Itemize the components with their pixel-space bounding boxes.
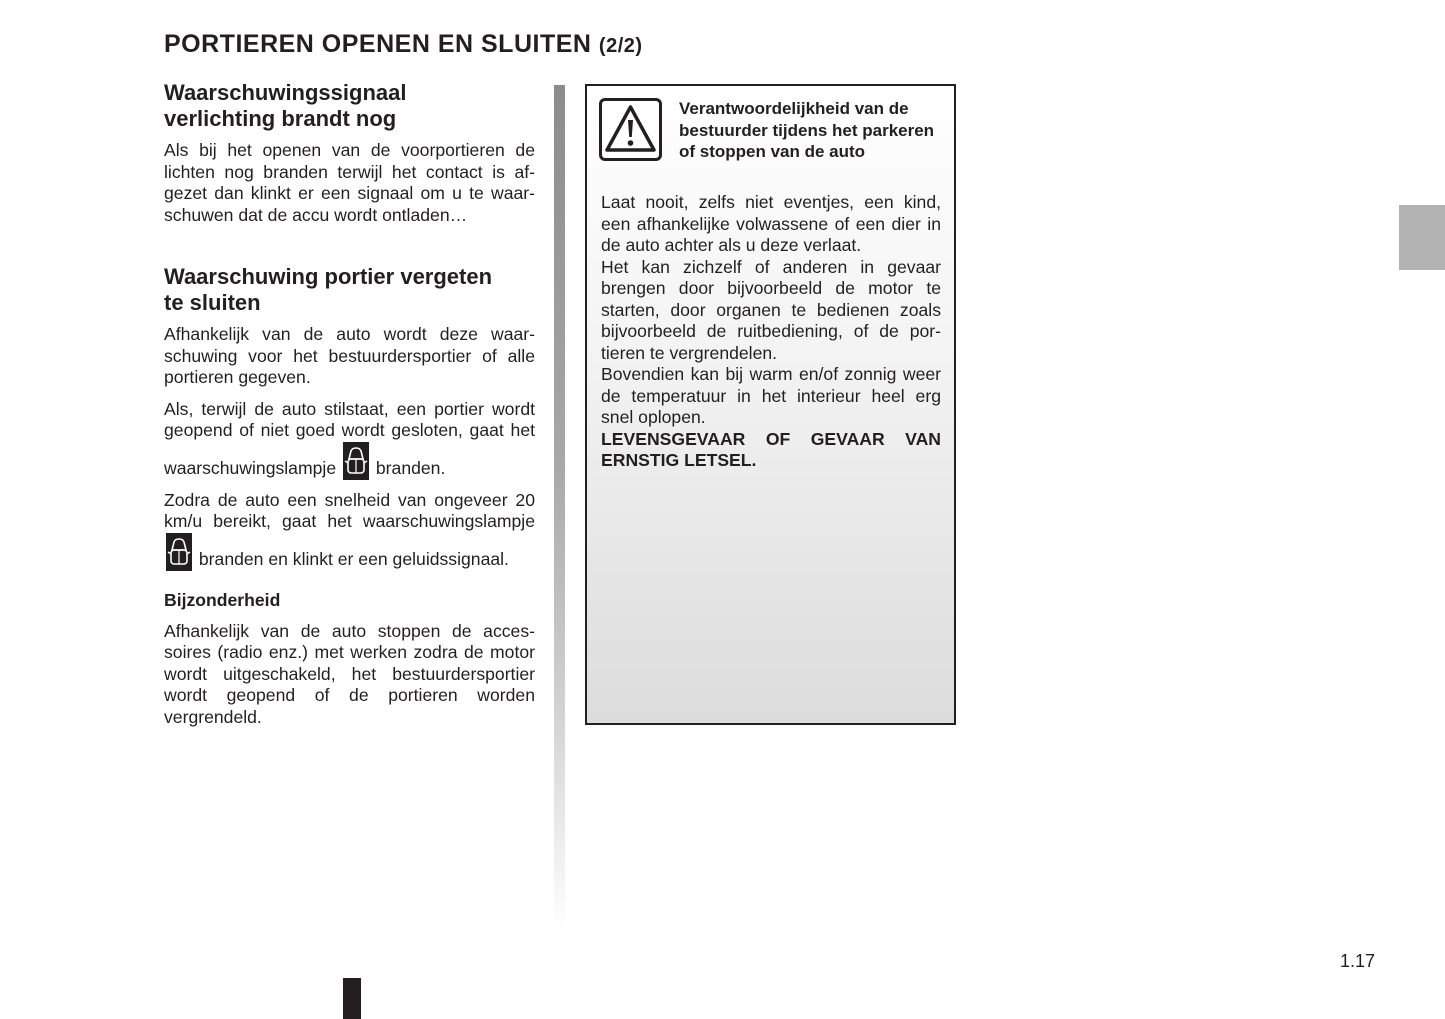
door-paragraph-3-end: branden en klinkt er een geluidssignaal. <box>198 548 509 569</box>
warning-heading: Verantwoordelijkheid van de bestuurder tijdens het parkeren of stoppen van de auto <box>679 99 935 161</box>
section-heading-lights <box>164 80 535 132</box>
warning-paragraph-3: Bovendien kan bij warm en/of zonnig weer de temperatuur in het interieur heel erg snel oplopen. <box>601 364 941 427</box>
section-heading-door-line2: te sluiten <box>164 290 261 315</box>
door-paragraph-2-end: branden. <box>375 457 446 478</box>
column-divider <box>554 85 565 930</box>
door-paragraph-2-start: Als, terwijl de auto stilstaat, een portier wordt geopend of niet goed wordt gesloten, gaat het waarschuwingslampje <box>164 398 535 478</box>
crop-mark <box>343 978 361 1019</box>
warning-paragraph-2: Het kan zichzelf of anderen in gevaar brengen door bijvoorbeeld de motor te starten, door organen te bedienen zoals bijvoorbeeld de ruitbediening, of de portieren te vergrendelen. <box>601 256 941 363</box>
door-paragraph-3-start: Zodra de auto een snelheid van ongeveer 20 km/u bereikt, gaat het waarschuwingslampje <box>164 489 535 531</box>
subheading-bijzonderheid: Bijzonderheid <box>164 589 281 610</box>
section-heading-door-line1: Waarschuwing portier vergeten <box>164 264 493 289</box>
warning-body <box>601 192 941 472</box>
warning-triangle-icon <box>599 98 662 161</box>
door-paragraph-3 <box>164 490 535 571</box>
lights-paragraph: Als bij het openen van de voorportieren de lichten nog branden terwijl het contact is afgezet dan klinkt er een signaal om u te waarschuwen dat de accu wordt ontladen… <box>164 140 535 225</box>
warning-box <box>585 84 956 725</box>
door-paragraph-1: Afhankelijk van de auto wordt deze waarschuwing voor het bestuurdersportier of alle portieren gegeven. <box>164 324 535 387</box>
warning-paragraph-1: Laat nooit, zelfs niet eventjes, een kind, een afhankelijke volwassene of een dier in de auto achter als u deze verlaat. <box>601 192 941 255</box>
door-paragraph-2 <box>164 399 535 480</box>
warning-paragraph-caps: LEVENSGEVAAR OF GEVAAR VAN ERNSTIG LETSEL. <box>601 428 941 470</box>
door-paragraph-4: Afhankelijk van de auto stoppen de accessoires (radio enz.) met werken zodra de motor wordt uitgeschakeld, het bestuurdersportier wordt geopend of de portieren worden vergrendeld. <box>164 620 535 727</box>
page-number: 1.17 <box>1340 951 1376 971</box>
page-title-text: PORTIEREN OPENEN EN SLUITEN <box>164 30 592 58</box>
section-heading-lights-line2: verlichting brandt nog <box>164 106 397 131</box>
door-open-warning-lamp-icon <box>166 533 192 571</box>
section-heading-lights-line1: Waarschuwingssignaal <box>164 80 407 105</box>
page-title <box>164 30 643 59</box>
door-open-warning-lamp-icon <box>343 442 369 480</box>
section-heading-door <box>164 264 535 316</box>
chapter-side-tab <box>1399 205 1445 270</box>
left-column <box>164 80 535 738</box>
page-title-suffix: (2/2) <box>598 35 643 57</box>
